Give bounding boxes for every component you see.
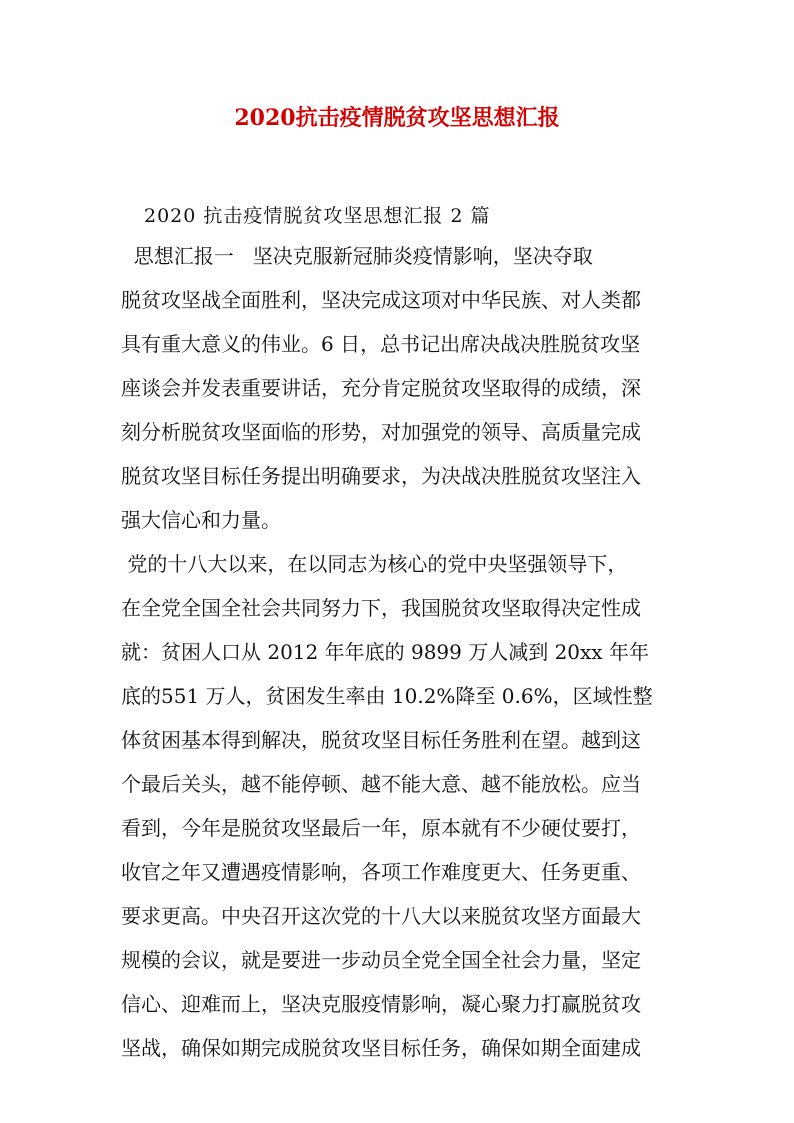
body-line: 规模的会议，就是要进一步动员全党全国全社会力量，坚定 — [121, 948, 641, 972]
document-subtitle: 2020 抗击疫情脱贫攻坚思想汇报 2 篇 — [144, 205, 491, 227]
body-line: 强大信心和力量。 — [121, 508, 281, 532]
body-line: 体贫困基本得到解决，脱贫攻坚目标任务胜利在望。越到这 — [121, 728, 641, 752]
body-line: 信心、迎难而上，坚决克服疫情影响，凝心聚力打赢脱贫攻 — [121, 992, 641, 1016]
body-line: 党的十八大以来，在以同志为核心的党中央坚强领导下， — [121, 552, 628, 576]
body-line: 就：贫困人口从 2012 年年底的 9899 万人减到 20xx 年年 — [121, 640, 649, 664]
body-line: 思想汇报一 坚决克服新冠肺炎疫情影响，坚决夺取 — [121, 244, 593, 268]
body-line: 刻分析脱贫攻坚面临的形势，对加强党的领导、高质量完成 — [121, 420, 641, 444]
body-line: 坚战，确保如期完成脱贫攻坚目标任务，确保如期全面建成 — [121, 1036, 641, 1060]
body-line: 看到，今年是脱贫攻坚最后一年，原本就有不少硬仗要打， — [121, 816, 641, 840]
body-line: 在全党全国全社会共同努力下，我国脱贫攻坚取得决定性成 — [121, 596, 641, 620]
body-line: 具有重大意义的伟业。6 日，总书记出席决战决胜脱贫攻坚 — [121, 332, 641, 356]
body-line: 座谈会并发表重要讲话，充分肯定脱贫攻坚取得的成绩，深 — [121, 376, 641, 400]
body-line: 收官之年又遭遇疫情影响，各项工作难度更大、任务更重、 — [121, 860, 641, 884]
body-line: 脱贫攻坚目标任务提出明确要求，为决战决胜脱贫攻坚注入 — [121, 464, 641, 488]
document-title: 2020抗击疫情脱贫攻坚思想汇报 — [234, 105, 560, 131]
body-line: 个最后关头，越不能停顿、越不能大意、越不能放松。应当 — [121, 772, 641, 796]
body-line: 要求更高。中央召开这次党的十八大以来脱贫攻坚方面最大 — [121, 904, 641, 928]
body-line: 脱贫攻坚战全面胜利，坚决完成这项对中华民族、对人类都 — [121, 288, 641, 312]
body-line: 底的551 万人，贫困发生率由 10.2%降至 0.6%，区域性整 — [121, 684, 653, 708]
